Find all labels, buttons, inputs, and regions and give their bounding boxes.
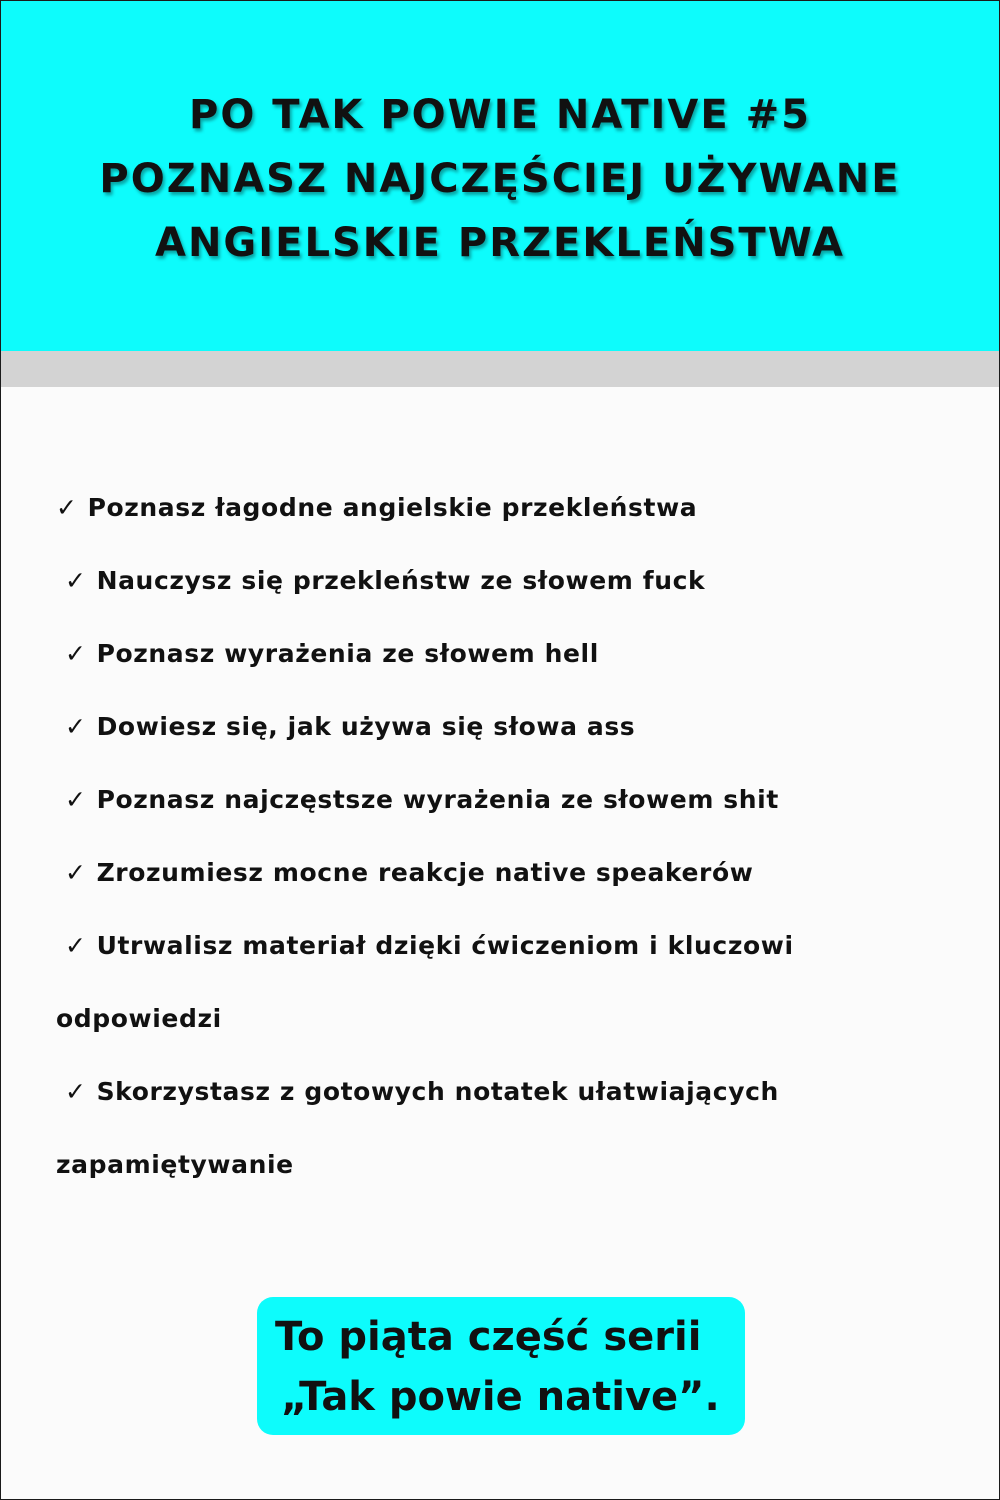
- list-item: [56, 909, 936, 1055]
- checkmark-icon: ✓: [65, 566, 87, 595]
- list-item: [56, 763, 936, 836]
- list-item-text: Utrwalisz materiał dzięki ćwiczeniom i kluczowi odpowiedzi: [56, 931, 794, 1033]
- title-line-1: PO TAK POWIE NATIVE #5: [189, 92, 811, 138]
- checkmark-icon: ✓: [65, 639, 87, 668]
- list-item: [56, 836, 936, 909]
- series-callout-text: [275, 1307, 720, 1427]
- benefits-list: [56, 471, 936, 1201]
- list-item: [56, 690, 936, 763]
- list-item-text: Poznasz łagodne angielskie przekleństwa: [87, 493, 698, 522]
- checkmark-icon: ✓: [65, 712, 87, 741]
- header-banner: [1, 1, 999, 351]
- list-item: [56, 471, 936, 544]
- list-item: [56, 544, 936, 617]
- list-item: [56, 617, 936, 690]
- list-item-text: Zrozumiesz mocne reakcje native speakerów: [96, 858, 754, 887]
- checkmark-icon: ✓: [65, 931, 87, 960]
- list-item-text: Poznasz wyrażenia ze słowem hell: [96, 639, 599, 668]
- list-item-text: Poznasz najczęstsze wyrażenia ze słowem shit: [96, 785, 779, 814]
- header-divider: [1, 351, 999, 387]
- title-line-2: POZNASZ NAJCZĘŚCIEJ UŻYWANE: [99, 156, 901, 202]
- series-callout: [257, 1297, 745, 1435]
- page-title: [1, 83, 999, 275]
- callout-line-1: To piąta część serii: [275, 1314, 702, 1360]
- list-item-text: Skorzystasz z gotowych notatek ułatwiających zapamiętywanie: [56, 1077, 779, 1179]
- checkmark-icon: ✓: [56, 493, 78, 522]
- checkmark-icon: ✓: [65, 858, 87, 887]
- checkmark-icon: ✓: [65, 1077, 87, 1106]
- list-item: [56, 1055, 936, 1201]
- list-item-text: Dowiesz się, jak używa się słowa ass: [96, 712, 636, 741]
- callout-line-2: „Tak powie native”.: [281, 1374, 720, 1420]
- list-item-text: Nauczysz się przekleństw ze słowem fuck: [96, 566, 706, 595]
- checkmark-icon: ✓: [65, 785, 87, 814]
- title-line-3: ANGIELSKIE PRZEKLEŃSTWA: [154, 220, 845, 266]
